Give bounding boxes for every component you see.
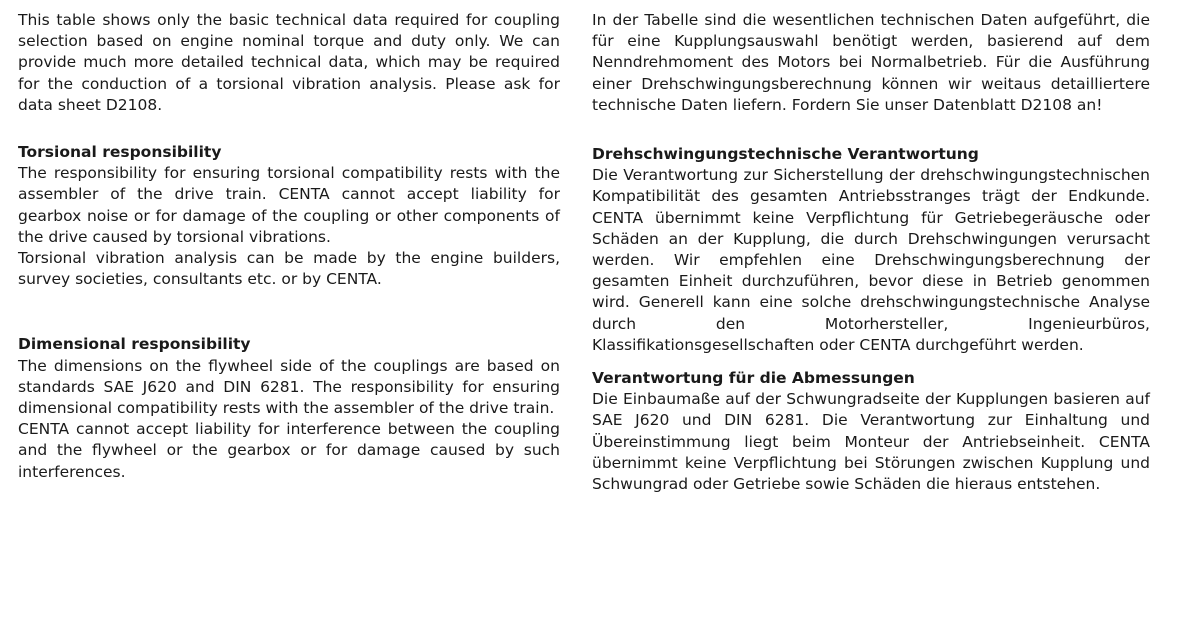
two-column-layout <box>18 10 1181 495</box>
spacer <box>592 356 1150 368</box>
german-intro-paragraph: In der Tabelle sind die wesentlichen technischen Daten aufgeführt, die für eine Kupplungsauswahl benötigt werden, basierend auf dem Nenndrehmoment des Motors bei Normalbetrieb. Für die Ausführung einer Drehschwingungsberechnung können wir weitaus detailliertere technische Daten liefern. Fordern Sie unser Datenblatt D2108 an! <box>592 11 1150 114</box>
spacer <box>592 116 1150 144</box>
column-german <box>592 10 1150 495</box>
heading-dimensional-responsibility: Dimensional responsibility <box>18 335 251 354</box>
column-english <box>18 10 560 483</box>
torsional-responsibility-paragraph-2: Torsional vibration analysis can be made by the engine builders, survey societies, consultants etc. or by CENTA. <box>18 249 560 289</box>
heading-torsional-responsibility: Torsional responsibility <box>18 143 222 162</box>
heading-verantwortung-abmessungen: Verantwortung für die Abmessungen <box>592 369 915 388</box>
abmessungen-paragraph-1: Die Einbaumaße auf der Schwungradseite der Kupplungen basieren auf SAE J620 und DIN 6281. Die Verantwortung zur Einhaltung und Übereinstimmung liegt beim Monteur der Antriebseinheit. CENTA übernimmt keine Verpflichtung bei Störungen zwischen Kupplung und Schwungrad oder Getriebe sowie Schäden die hieraus entstehen. <box>592 390 1150 494</box>
heading-drehschwingungstechnische-verantwortung: Drehschwingungstechnische Verantwortung <box>592 145 979 164</box>
spacer <box>18 116 560 142</box>
english-intro-paragraph: This table shows only the basic technical data required for coupling selection based on engine nominal torque and duty only. We can provide much more detailed technical data, which may be required for the conduction of a torsional vibration analysis. Please ask for data sheet D2108. <box>18 11 560 114</box>
drehschwingung-paragraph-1: Die Verantwortung zur Sicherstellung der drehschwingungstechnischen Kompatibilität des gesamten Antriebsstranges trägt der Endkunde. CENTA übernimmt keine Verpflichtung für Getriebegeräusche oder Schäden an der Kupplung, die durch Drehschwingungen verursacht werden. Wir empfehlen eine Drehschwingungsberechnung der gesamten Einheit durchzuführen, bevor diese in Betrieb genommen wird. Generell kann eine solche drehschwingungstechnische Analyse durch den Motorhersteller, Ingenieurbüros, Klassifikationsgesellschaften oder CENTA durchgeführt werden. <box>592 166 1150 354</box>
dimensional-responsibility-paragraph-1: The dimensions on the flywheel side of the couplings are based on standards SAE J620 and DIN 6281. The responsibility for ensuring dimensional compatibility rests with the assembler of the drive train. <box>18 356 560 418</box>
dimensional-responsibility-paragraph-2: CENTA cannot accept liability for interference between the coupling and the flywheel or the gearbox or for damage caused by such interferences. <box>18 420 560 481</box>
torsional-responsibility-paragraph-1: The responsibility for ensuring torsional compatibility rests with the assembler of the drive train. CENTA cannot accept liability for gearbox noise or for damage of the coupling or other components of the drive caused by torsional vibrations. <box>18 164 560 246</box>
spacer <box>18 290 560 334</box>
